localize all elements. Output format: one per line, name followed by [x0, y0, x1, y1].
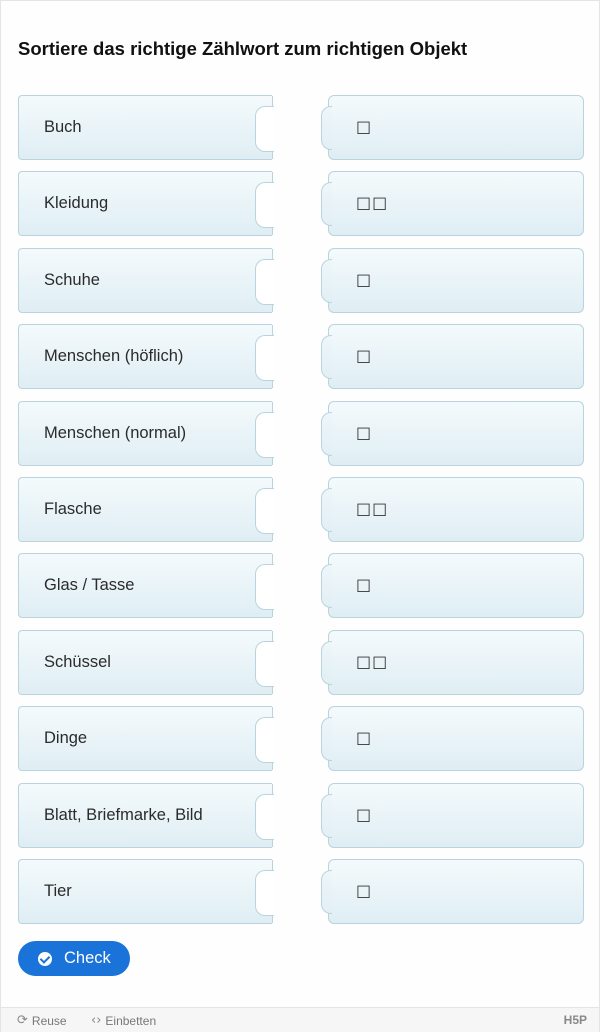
counter-label: □□: [356, 193, 389, 212]
puzzle-notch: [255, 412, 274, 458]
object-card[interactable]: [18, 553, 272, 618]
object-label: Glas / Tasse: [44, 576, 135, 594]
object-label: Kleidung: [44, 194, 109, 212]
counter-label: □: [356, 346, 373, 365]
refresh-icon: ⟳: [17, 1013, 28, 1028]
counter-label: □: [356, 117, 373, 136]
embed-button[interactable]: [91, 1013, 156, 1028]
puzzle-tab: [321, 335, 332, 379]
puzzle-notch: [255, 870, 274, 916]
pair-row: [18, 630, 584, 695]
puzzle-tab: [321, 870, 332, 914]
puzzle-tab: [321, 794, 332, 838]
object-label: Menschen (höflich): [44, 347, 184, 365]
puzzle-notch: [255, 335, 274, 381]
object-card[interactable]: [18, 706, 272, 771]
counter-card[interactable]: [328, 477, 584, 542]
object-label: Dinge: [44, 729, 88, 747]
puzzle-notch: [255, 182, 274, 228]
object-card[interactable]: [18, 859, 272, 924]
counter-card[interactable]: [328, 95, 584, 160]
counter-label: □: [356, 805, 373, 824]
puzzle-tab: [321, 641, 332, 685]
puzzle-tab: [321, 412, 332, 456]
object-card[interactable]: [18, 401, 272, 466]
object-card[interactable]: [18, 324, 272, 389]
pair-row: [18, 553, 584, 618]
code-icon: ‹›: [91, 1013, 102, 1028]
counter-card[interactable]: [328, 553, 584, 618]
object-card[interactable]: [18, 95, 272, 160]
counter-card[interactable]: [328, 706, 584, 771]
pair-row: [18, 401, 584, 466]
puzzle-notch: [255, 259, 274, 305]
puzzle-tab: [321, 488, 332, 532]
pair-row: [18, 324, 584, 389]
counter-label: □□: [356, 499, 389, 518]
object-label: Blatt, Briefmarke, Bild: [44, 806, 203, 824]
pair-row: [18, 248, 584, 313]
puzzle-notch: [255, 717, 274, 763]
pair-row: [18, 783, 584, 848]
reuse-label: Reuse: [31, 1013, 67, 1028]
pair-row: [18, 706, 584, 771]
object-label: Buch: [44, 118, 82, 136]
puzzle-notch: [255, 488, 274, 534]
puzzle-tab: [321, 182, 332, 226]
object-card[interactable]: [18, 783, 272, 848]
puzzle-notch: [255, 794, 274, 840]
counter-label: □: [356, 575, 373, 594]
puzzle-tab: [321, 717, 332, 761]
task-title: Sortiere das richtige Zählwort zum richtigen Objekt: [18, 38, 468, 59]
object-card[interactable]: [18, 630, 272, 695]
object-card[interactable]: [18, 248, 272, 313]
puzzle-tab: [321, 564, 332, 608]
counter-card[interactable]: [328, 248, 584, 313]
object-label: Flasche: [44, 500, 102, 518]
puzzle-tab: [321, 106, 332, 150]
pair-row: [18, 477, 584, 542]
object-label: Tier: [44, 882, 72, 900]
object-label: Schuhe: [44, 271, 100, 289]
footer-bar: [1, 1007, 599, 1032]
counter-label: □: [356, 728, 373, 747]
counter-label: □: [356, 881, 373, 900]
pair-row: [18, 859, 584, 924]
object-label: Schüssel: [44, 653, 111, 671]
counter-card[interactable]: [328, 171, 584, 236]
puzzle-notch: [255, 641, 274, 687]
counter-card[interactable]: [328, 401, 584, 466]
counter-card[interactable]: [328, 783, 584, 848]
puzzle-tab: [321, 259, 332, 303]
counter-card[interactable]: [328, 630, 584, 695]
counter-label: □: [356, 270, 373, 289]
embed-label: Einbetten: [105, 1013, 157, 1028]
counter-label: □□: [356, 652, 389, 671]
pair-row: [18, 95, 584, 160]
puzzle-notch: [255, 564, 274, 610]
counter-card[interactable]: [328, 324, 584, 389]
check-circle-icon: [38, 952, 52, 966]
pair-row: [18, 171, 584, 236]
counter-card[interactable]: [328, 859, 584, 924]
check-button-label: Check: [64, 949, 111, 967]
counter-label: □: [356, 423, 373, 442]
check-button[interactable]: [18, 941, 130, 976]
object-label: Menschen (normal): [44, 424, 187, 442]
object-card[interactable]: [18, 477, 272, 542]
h5p-logo[interactable]: H5P: [563, 1013, 587, 1027]
object-card[interactable]: [18, 171, 272, 236]
reuse-button[interactable]: [17, 1013, 67, 1028]
puzzle-notch: [255, 106, 274, 152]
